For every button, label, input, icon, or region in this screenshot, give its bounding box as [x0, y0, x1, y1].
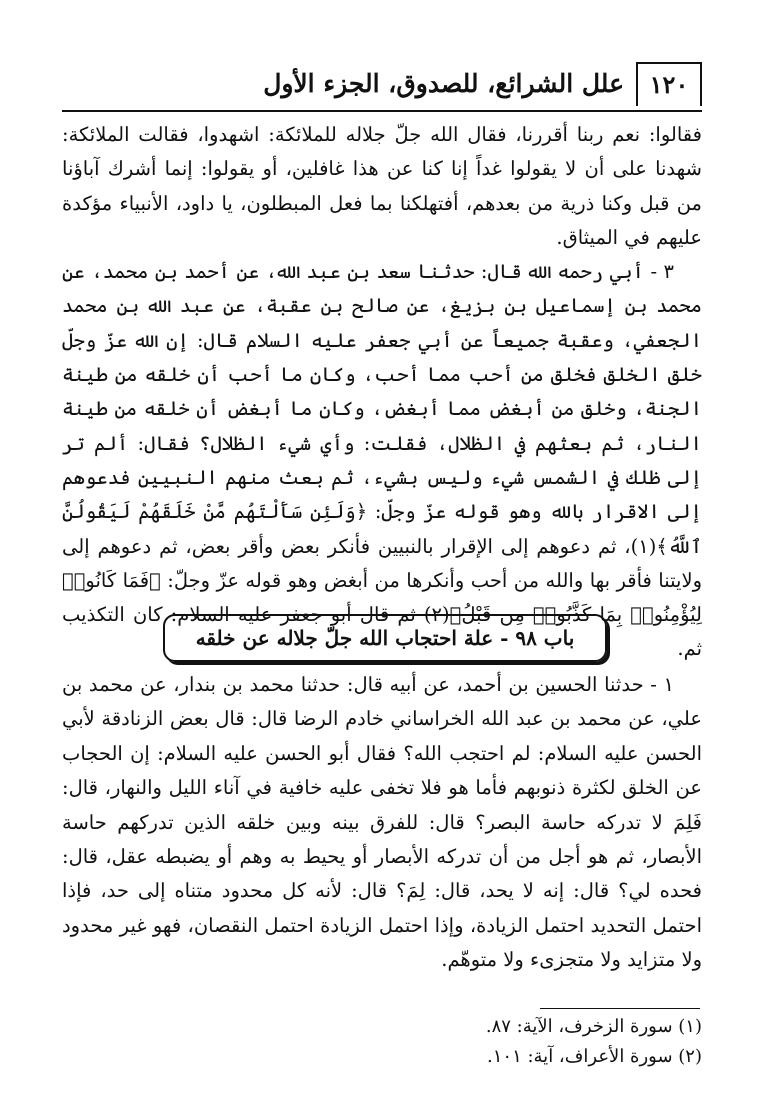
chapter-heading: باب ٩٨ - علة احتجاب الله جلّ جلاله عن خلقه: [163, 614, 607, 662]
body-text-section-2: [62, 668, 702, 978]
paragraph-3: ١ - حدثنا الحسين بن أحمد، عن أبيه قال: حدثنا محمد بن بندار، عن محمد بن علي، عن محمد بن عبد الله الخراساني خادم الرضا قال: قال بعض الزنادقة لأبي الحسن عليه السلام: لم احتجب الله؟ فقال أبو الحسن عليه السلام: إن الحجاب عن الخلق لكثرة ذنوبهم فأما هو فلا تخفى عليه خافية في آناء الليل والنهار، قال: فَلِمَ لا تدركه حاسة البصر؟ قال: للفرق بينه وبين خلقه الذين تدركهم حاسة الأبصار، ثم هو أجل من أن تدركه الأبصار أو يحيط به وهم أو يضبطه عقل، قال: فحده لي؟ قال: إنه لا يحد، قال: لِمَ؟ قال: لأنه كل محدود متناه إلى حد، فإذا احتمل التحديد احتمل الزيادة، وإذا احتمل الزيادة احتمل النقصان، فهو غير محدود ولا متزايد ولا متجزىء ولا متوهّم.: [62, 673, 702, 972]
footnote-1: (١) سورة الزخرف، الآية: ٨٧.: [485, 1016, 702, 1037]
footnotes: [62, 1012, 702, 1072]
page-number: ١٢٠: [636, 62, 702, 106]
footnote-divider: [540, 1008, 700, 1009]
body-text-section-1: [62, 118, 702, 667]
paragraph-2: ٣ - أبي رحمه الله قال: حدثنا سعد بن عبد الله، عن أحمد بن محمد، عن محمد بن إسماعيل بن بزيغ، عن صالح بن عقبة، عن عبد الله بن محمد الجعفي، وعقبة جميعاً عن أبي جعفر عليه السلام قال: إن الله عزّ وجلّ خلق الخلق فخلق من أحب مما أحب، وكان ما أحب أن خلقه من طينة الجنة، وخلق من أبغض مما أبغض، وكان ما أبغض أن خلقه من طينة النار، ثم بعثهم في الظلال، فقلت: وأي شيء الظلال؟ فقال: ألم تر إلى ظلك في الشمس شيء وليس بشيء، ثم بعث منهم النبيين فدعوهم إلى الاقرار بالله وهو قوله عزّ وجلّ: ﴿وَلَئِن سَأَلْتَهُم مَّنْ خَلَقَهُمْ لَيَقُولُنَّ ٱللَّهُ﴾(١)، ثم دعوهم إلى الإقرار بالنبيين فأنكر بعض وأقر بعض، ثم دعوهم إلى ولايتنا فأقر بها والله من أحب وأنكرها من أبغض وهو قوله عزّ وجلّ: ﴿فَمَا كَانُوا۟ لِيُؤْمِنُوا۟ بِمَا كَذَّبُوا۟ مِن قَبْلُ﴾(٢) ثم قال أبو جعفر عليه السلام: كان التكذيب ثم.: [62, 260, 703, 661]
paragraph-1: فقالوا: نعم ربنا أقررنا، فقال الله جلّ جلاله للملائكة: اشهدوا، فقالت الملائكة: شهدنا على أن لا يقولوا غداً إنا كنا عن هذا غافلين، أو يقولوا: إنما أشرك آباؤنا من قبل وكنا ذرية من بعدهم، أفتهلكنا بما فعل المبطلون، يا داود، الأنبياء مؤكدة عليهم في الميثاق.: [62, 123, 702, 249]
page-header: [62, 58, 702, 112]
running-title: علل الشرائع، للصدوق، الجزء الأول: [263, 69, 624, 98]
footnote-2: (٢) سورة الأعراف، آية: ١٠١.: [487, 1046, 702, 1067]
